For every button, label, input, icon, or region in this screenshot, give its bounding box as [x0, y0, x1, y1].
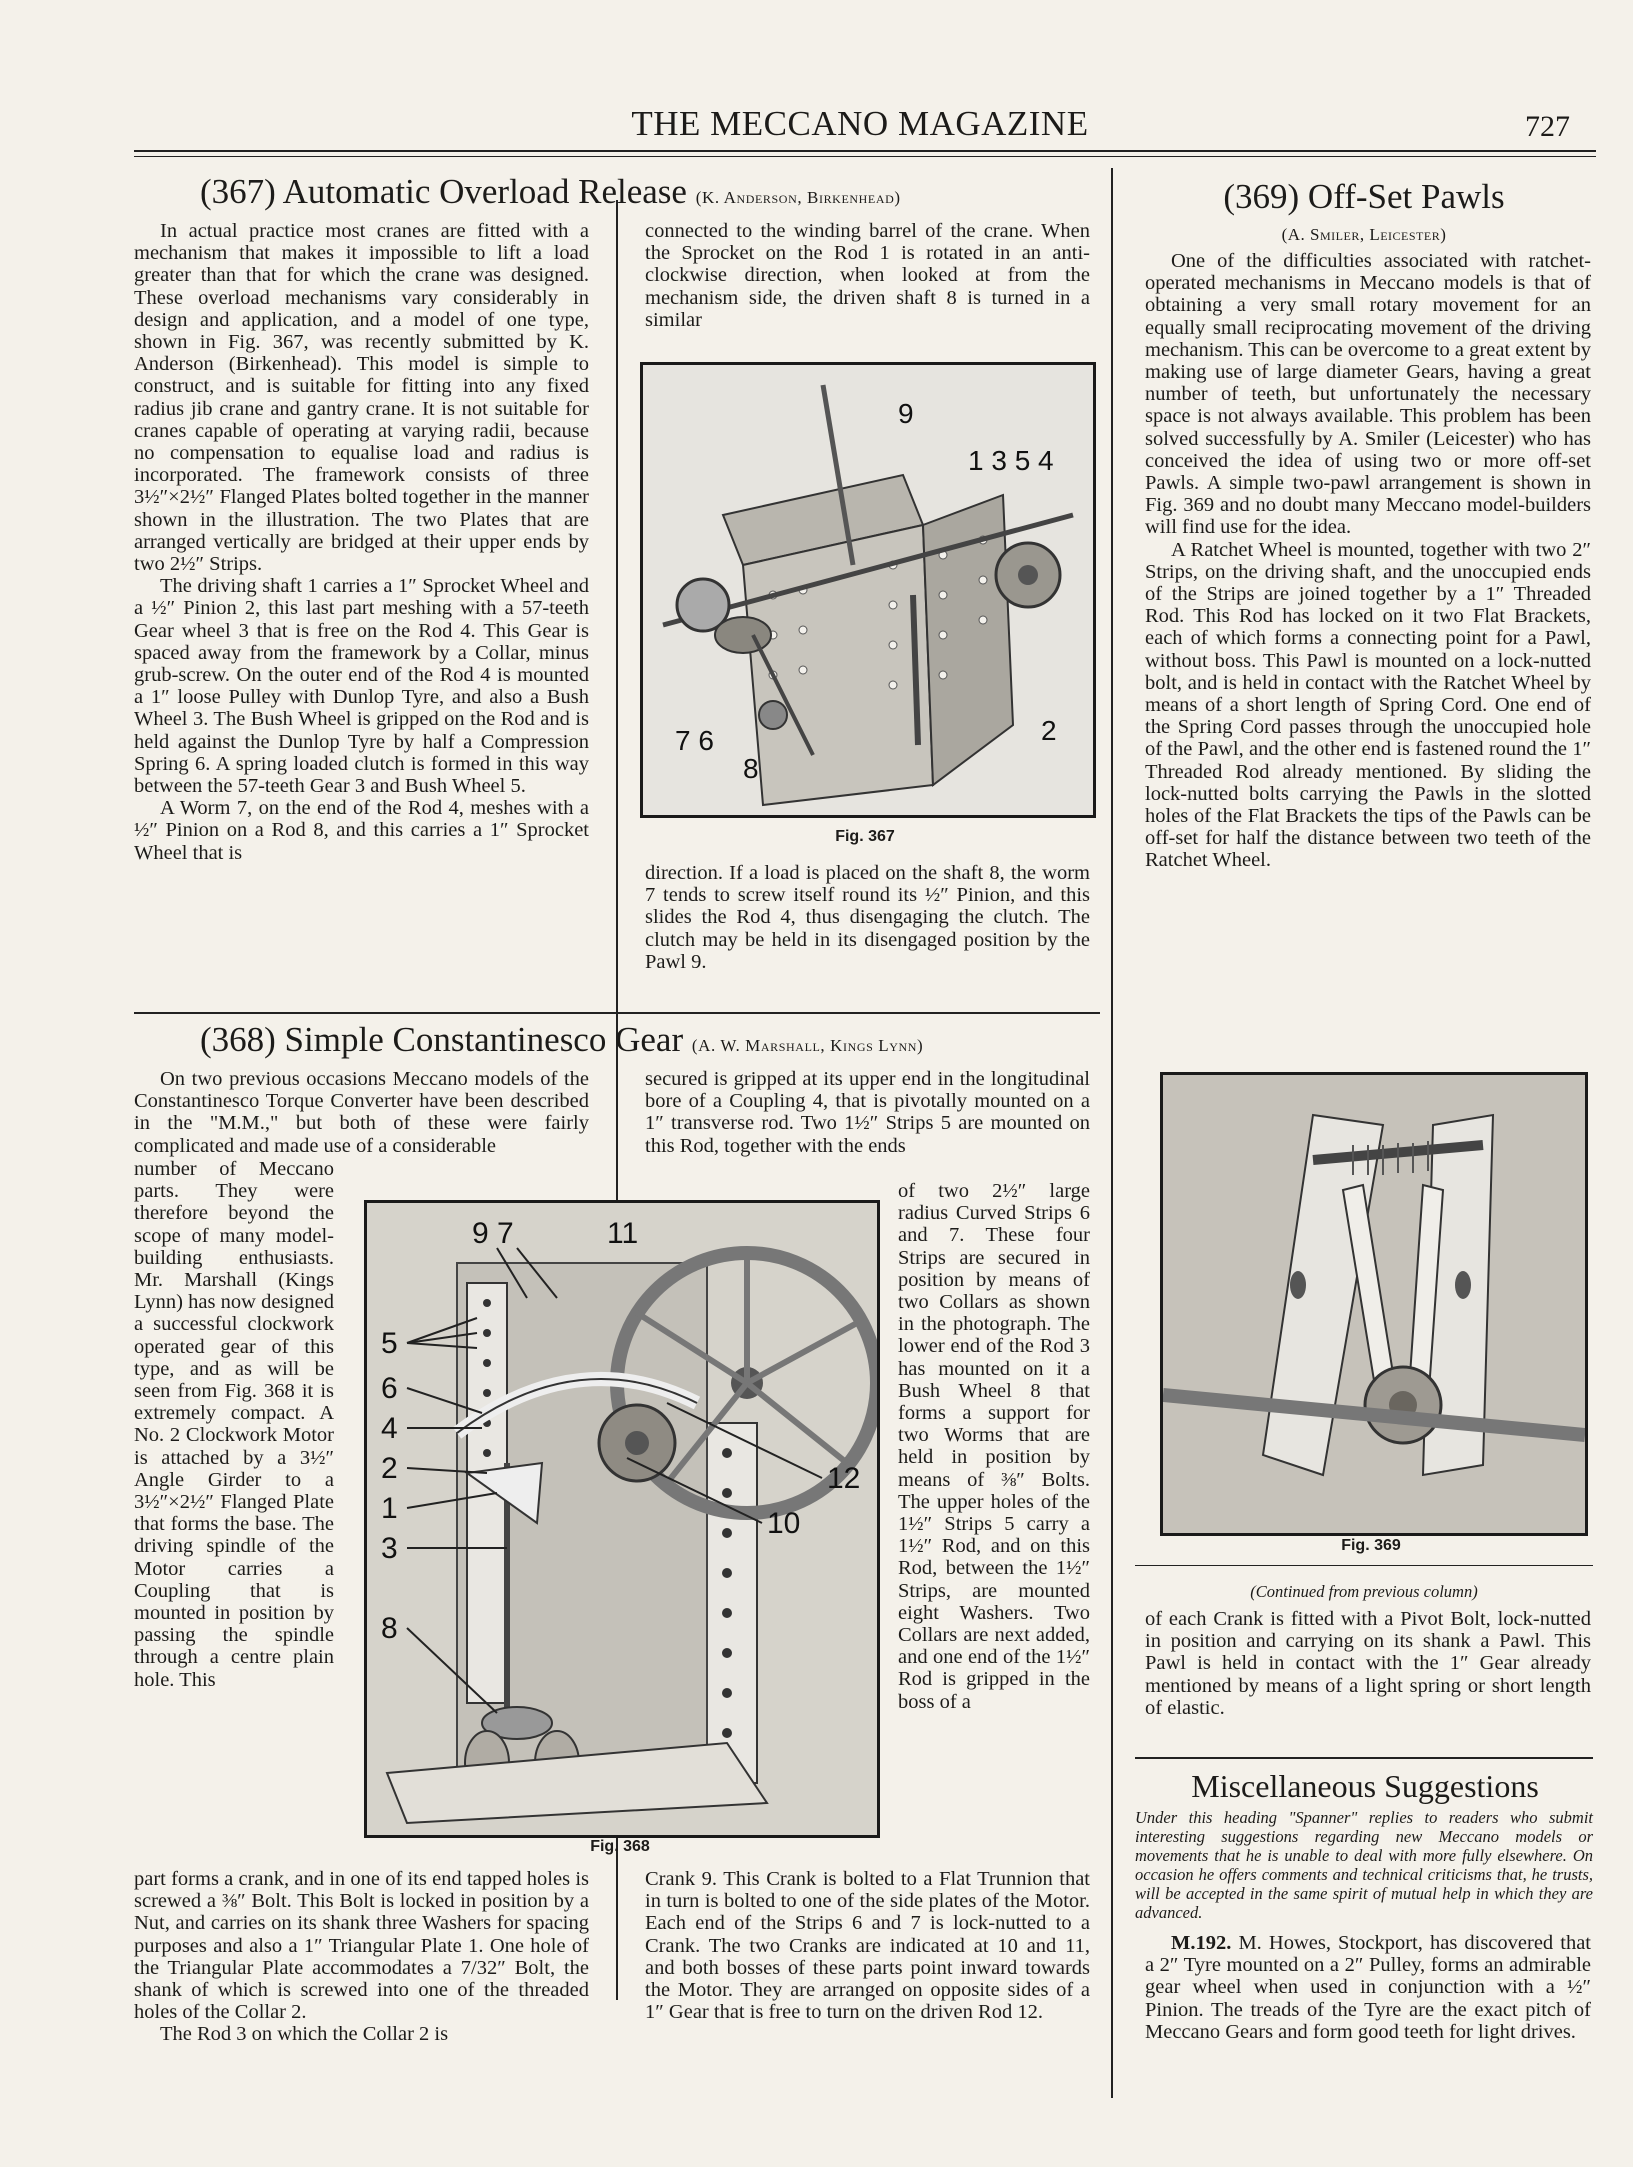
figure-369-caption: Fig. 369: [1341, 1537, 1401, 1554]
paragraph: of each Crank is fitted with a Pivot Bolt, lock-nutted in position and carrying on its shank a Pawl. This Pawl is held in contact with the 1″ Gear already mentioned by means of a light spring or short length of elastic.: [1145, 1608, 1591, 1719]
article-368-col2-narrow: [898, 1180, 1090, 1713]
header-rule: [134, 150, 1596, 152]
figure-367-caption: Fig. 367: [835, 828, 895, 845]
paragraph: [1145, 1932, 1591, 2043]
paragraph: of two 2½″ large radius Curved Strips 6 and 7. These four Strips are secured in position by means of two Collars as shown in the photograph. The lower end of the Rod 3 has mounted on it a Bush Wheel 8 that forms a support for two Worms that are held in position by means of ⅜″ Bolts. The upper holes of the 1½″ Strips 5 carry a 1½″ Rod, and on this Rod, between the 1½″ Strips, are mounted eight Washers. Two Collars are next added, and one end of the 1½″ Rod is gripped in the boss of a: [898, 1180, 1090, 1713]
paragraph: secured is gripped at its upper end in the longitudinal bore of a Coupling 4, that is pivotally mounted on a 1″ transverse rod. Two 1½″ Strips 5 are mounted on this Rod, together with the ends: [645, 1068, 1090, 1157]
paragraph: direction. If a load is placed on the shaft 8, the worm 7 tends to screw itself round its ½″ Pinion, and this slides the Rod 4, thus disengaging the clutch. The clutch may be held in its disengaged position by the Pawl 9.: [645, 862, 1090, 973]
figure-368-label: 12: [827, 1462, 861, 1495]
paragraph: The driving shaft 1 carries a 1″ Sprocket Wheel and a ½″ Pinion 2, this last part meshing with a 57-teeth Gear wheel 3 that is free on the Rod 4. This Gear is spaced away from the framework by a Collar, minus grub-screw. On the outer end of the Rod 4 is mounted a 1″ loose Pulley with Dunlop Tyre, and also a Bush Wheel 3. The Bush Wheel is gripped on the Rod and is held against the Dunlop Tyre by half a Compression Spring 6. A spring loaded clutch is formed in this way between the 57-teeth Gear 3 and Bush Wheel 5.: [134, 575, 589, 798]
article-369-title: (369) Off-Set Pawls: [1223, 177, 1505, 216]
figure-368-label: 11: [607, 1217, 639, 1250]
header-rule-thin: [134, 156, 1596, 157]
figure-368-label: 4: [381, 1412, 398, 1445]
magazine-title: THE MECCANO MAGAZINE: [631, 104, 1089, 143]
misc-item-text: M. Howes, Stockport, has discovered that a 2″ Tyre mounted on a 2″ Pulley, forms an admirable gear wheel when used in conjunction with a ½″ Pinion. The treads of the Tyre are the exact pitch of Meccano Gears and form good teeth for light drives.: [1145, 1932, 1592, 2043]
article-367-col2-top: [645, 220, 1090, 331]
article-368-col2-bottom: [645, 1868, 1090, 2023]
figure-367-illustration: [643, 365, 1093, 815]
misc-item: [1145, 1932, 1591, 2043]
figure-368: [364, 1200, 880, 1838]
misc-item-id: M.192.: [1171, 1932, 1232, 1954]
article-367-col1: [134, 220, 589, 864]
paragraph: part forms a crank, and in one of its end tapped holes is screwed a ⅜″ Bolt. This Bolt is locked in position by a Nut, and carries on its shank three Washers for spacing purposes and also a 1″ Triangular Plate 1. One hole of the Triangular Plate accommodates a 7/32″ Bolt, the shank of which is screwed into one of the threaded holes of the Collar 2.: [134, 1868, 589, 2024]
article-368-title-text: (368) Simple Constantinesco Gear: [200, 1020, 684, 1059]
figure-367-label: 7 6: [675, 725, 714, 756]
figure-369-rule: [1135, 1565, 1593, 1566]
figure-368-label: 5: [381, 1327, 398, 1360]
paragraph: Crank 9. This Crank is bolted to a Flat Trunnion that in turn is bolted to one of the side plates of the Motor. Each end of the Strips 6 and 7 is lock-nutted to a Crank. The two Cranks are indicated at 10 and 11, and both bosses of these parts point inward towards the Motor. They are arranged on opposite sides of a 1″ Gear that is free to turn on the driven Rod 12.: [645, 1868, 1090, 2024]
figure-367-label: 9: [898, 398, 914, 429]
paragraph: One of the difficulties associated with ratchet-operated mechanisms in Meccano models is that of obtaining a very small rotary movement for an equally small reciprocating movement of the driving mechanism. This can be overcome to a great extent by making use of large diameter Gears, having a great number of teeth, but unfortunately the necessary space is not always available. This problem has been solved successfully by A. Smiler (Leicester) who has conceived the idea of using two or more off-set Pawls. A simple two-pawl arrangement is shown in Fig. 369 and no doubt many Meccano model-builders will find use for the idea.: [1145, 250, 1591, 539]
page-number: 727: [1525, 110, 1570, 143]
figure-369-illustration: [1163, 1075, 1585, 1533]
paragraph: A Ratchet Wheel is mounted, together with two 2″ Strips, on the driving shaft, and the unoccupied ends of the Strips are joined together by a 1″ Threaded Rod. This Rod has locked on it two Flat Brackets, each of which forms a connecting point for a Pawl, without boss. This Pawl is mounted on a lock-nutted bolt, and is held in contact with the Ratchet Wheel by means of a short length of Spring Cord. One end of the Spring Cord passes through the unoccupied hole of the Pawl, and the other end is fastened round the 1″ Threaded Rod already mentioned. By sliding the lock-nutted bolts carrying the Pawls in the slotted holes of the Flat Brackets the tips of the Pawls can be off-set for half the distance between two teeth of the Ratchet Wheel.: [1145, 538, 1591, 872]
paragraph: A Worm 7, on the end of the Rod 4, meshes with a ½″ Pinion on a Rod 8, and this carries a 1″ Sprocket Wheel that is: [134, 797, 589, 864]
figure-368-label: 2: [381, 1452, 398, 1485]
figure-368-label: 3: [381, 1532, 398, 1565]
figure-367: [640, 362, 1096, 818]
article-368-title: [200, 1020, 923, 1060]
article-369-byline: (A. Smiler, Leicester): [1281, 225, 1447, 244]
article-367-title: [200, 172, 901, 212]
figure-368-label: 1: [381, 1492, 398, 1525]
article-368-col1-narrow: [134, 1158, 334, 1691]
paragraph: number of Meccano parts. They were therefore beyond the scope of many model-building enthusiasts. Mr. Marshall (Kings Lynn) has now designed a successful clockwork operated gear of this type, and as will be seen from Fig. 368 it is extremely compact. A No. 2 Clockwork Motor is attached by a 3½″ Angle Girder to a 3½″×2½″ Flanged Plate that forms the base. The driving spindle of the Motor carries a Coupling that is mounted in position by passing the spindle through a centre plain hole. This: [134, 1158, 334, 1691]
continued-note: (Continued from previous column): [1250, 1582, 1478, 1601]
figure-367-label: 2: [1041, 715, 1057, 746]
paragraph: On two previous occasions Meccano models of the Constantinesco Torque Converter have been described in the "M.M.," but both of these were fairly complicated and made use of a considerable: [134, 1068, 589, 1157]
article-367-byline: (K. Anderson, Birkenhead): [695, 188, 901, 207]
paragraph: The Rod 3 on which the Collar 2 is: [160, 2023, 449, 2046]
article-369-continued: [1145, 1608, 1591, 1719]
column-rule-2: [1111, 168, 1113, 2098]
misc-title: Miscellaneous Suggestions: [1191, 1768, 1539, 1804]
figure-368-label: 8: [381, 1612, 398, 1645]
figure-368-label: 10: [767, 1507, 801, 1540]
article-368-col1-top: [134, 1068, 589, 1157]
paragraph: In actual practice most cranes are fitted with a mechanism that makes it impossible to lift a load greater than that for which the crane was designed. These overload mechanisms vary considerably in design and application, and a model of one type, shown in Fig. 367, was recently submitted by K. Anderson (Birkenhead). This model is simple to construct, and is suitable for fitting into any fixed radius jib crane and gantry crane. It is not suitable for cranes capable of operating at varying radii, because no compensation to equalise load and radius is incorporated. The framework consists of three 3½″×2½″ Flanged Plates bolted together in the manner shown in the illustration. The two Plates that are arranged vertically are bridged at their upper ends by two 2½″ Strips.: [134, 220, 589, 576]
article-367-title-text: (367) Automatic Overload Release: [200, 172, 687, 211]
paragraph: connected to the winding barrel of the crane. When the Sprocket on the Rod 1 is rotated in an anti-clockwise direction, when looked at from the mechanism side, the driven shaft 8 is turned in a similar: [645, 220, 1090, 331]
figure-369: [1160, 1072, 1588, 1536]
section-rule-368: [134, 1012, 1100, 1014]
article-368-col1-bottom: [134, 1868, 589, 2046]
article-367-col2-bottom: [645, 862, 1090, 973]
article-368-col2-top: [645, 1068, 1090, 1157]
misc-rule: [1135, 1757, 1593, 1759]
article-369-body: [1145, 250, 1591, 872]
figure-368-caption: Fig. 368: [590, 1838, 650, 1855]
article-368-byline: (A. W. Marshall, Kings Lynn): [691, 1036, 924, 1055]
figure-368-label: 9 7: [472, 1217, 514, 1250]
figure-368-illustration: [367, 1203, 877, 1835]
misc-intro: Under this heading "Spanner" replies to readers who submit interesting suggestions regarding new Meccano models or movements that he is unable to deal with more fully elsewhere. On occasion he offers comments and technical criticisms that, he trusts, will be accepted in the same spirit of mutual help in which they are advanced.: [1135, 1808, 1593, 1922]
figure-368-label: 6: [381, 1372, 398, 1405]
figure-367-label: 8: [743, 753, 759, 784]
figure-367-label: 1 3 5 4: [968, 445, 1054, 476]
